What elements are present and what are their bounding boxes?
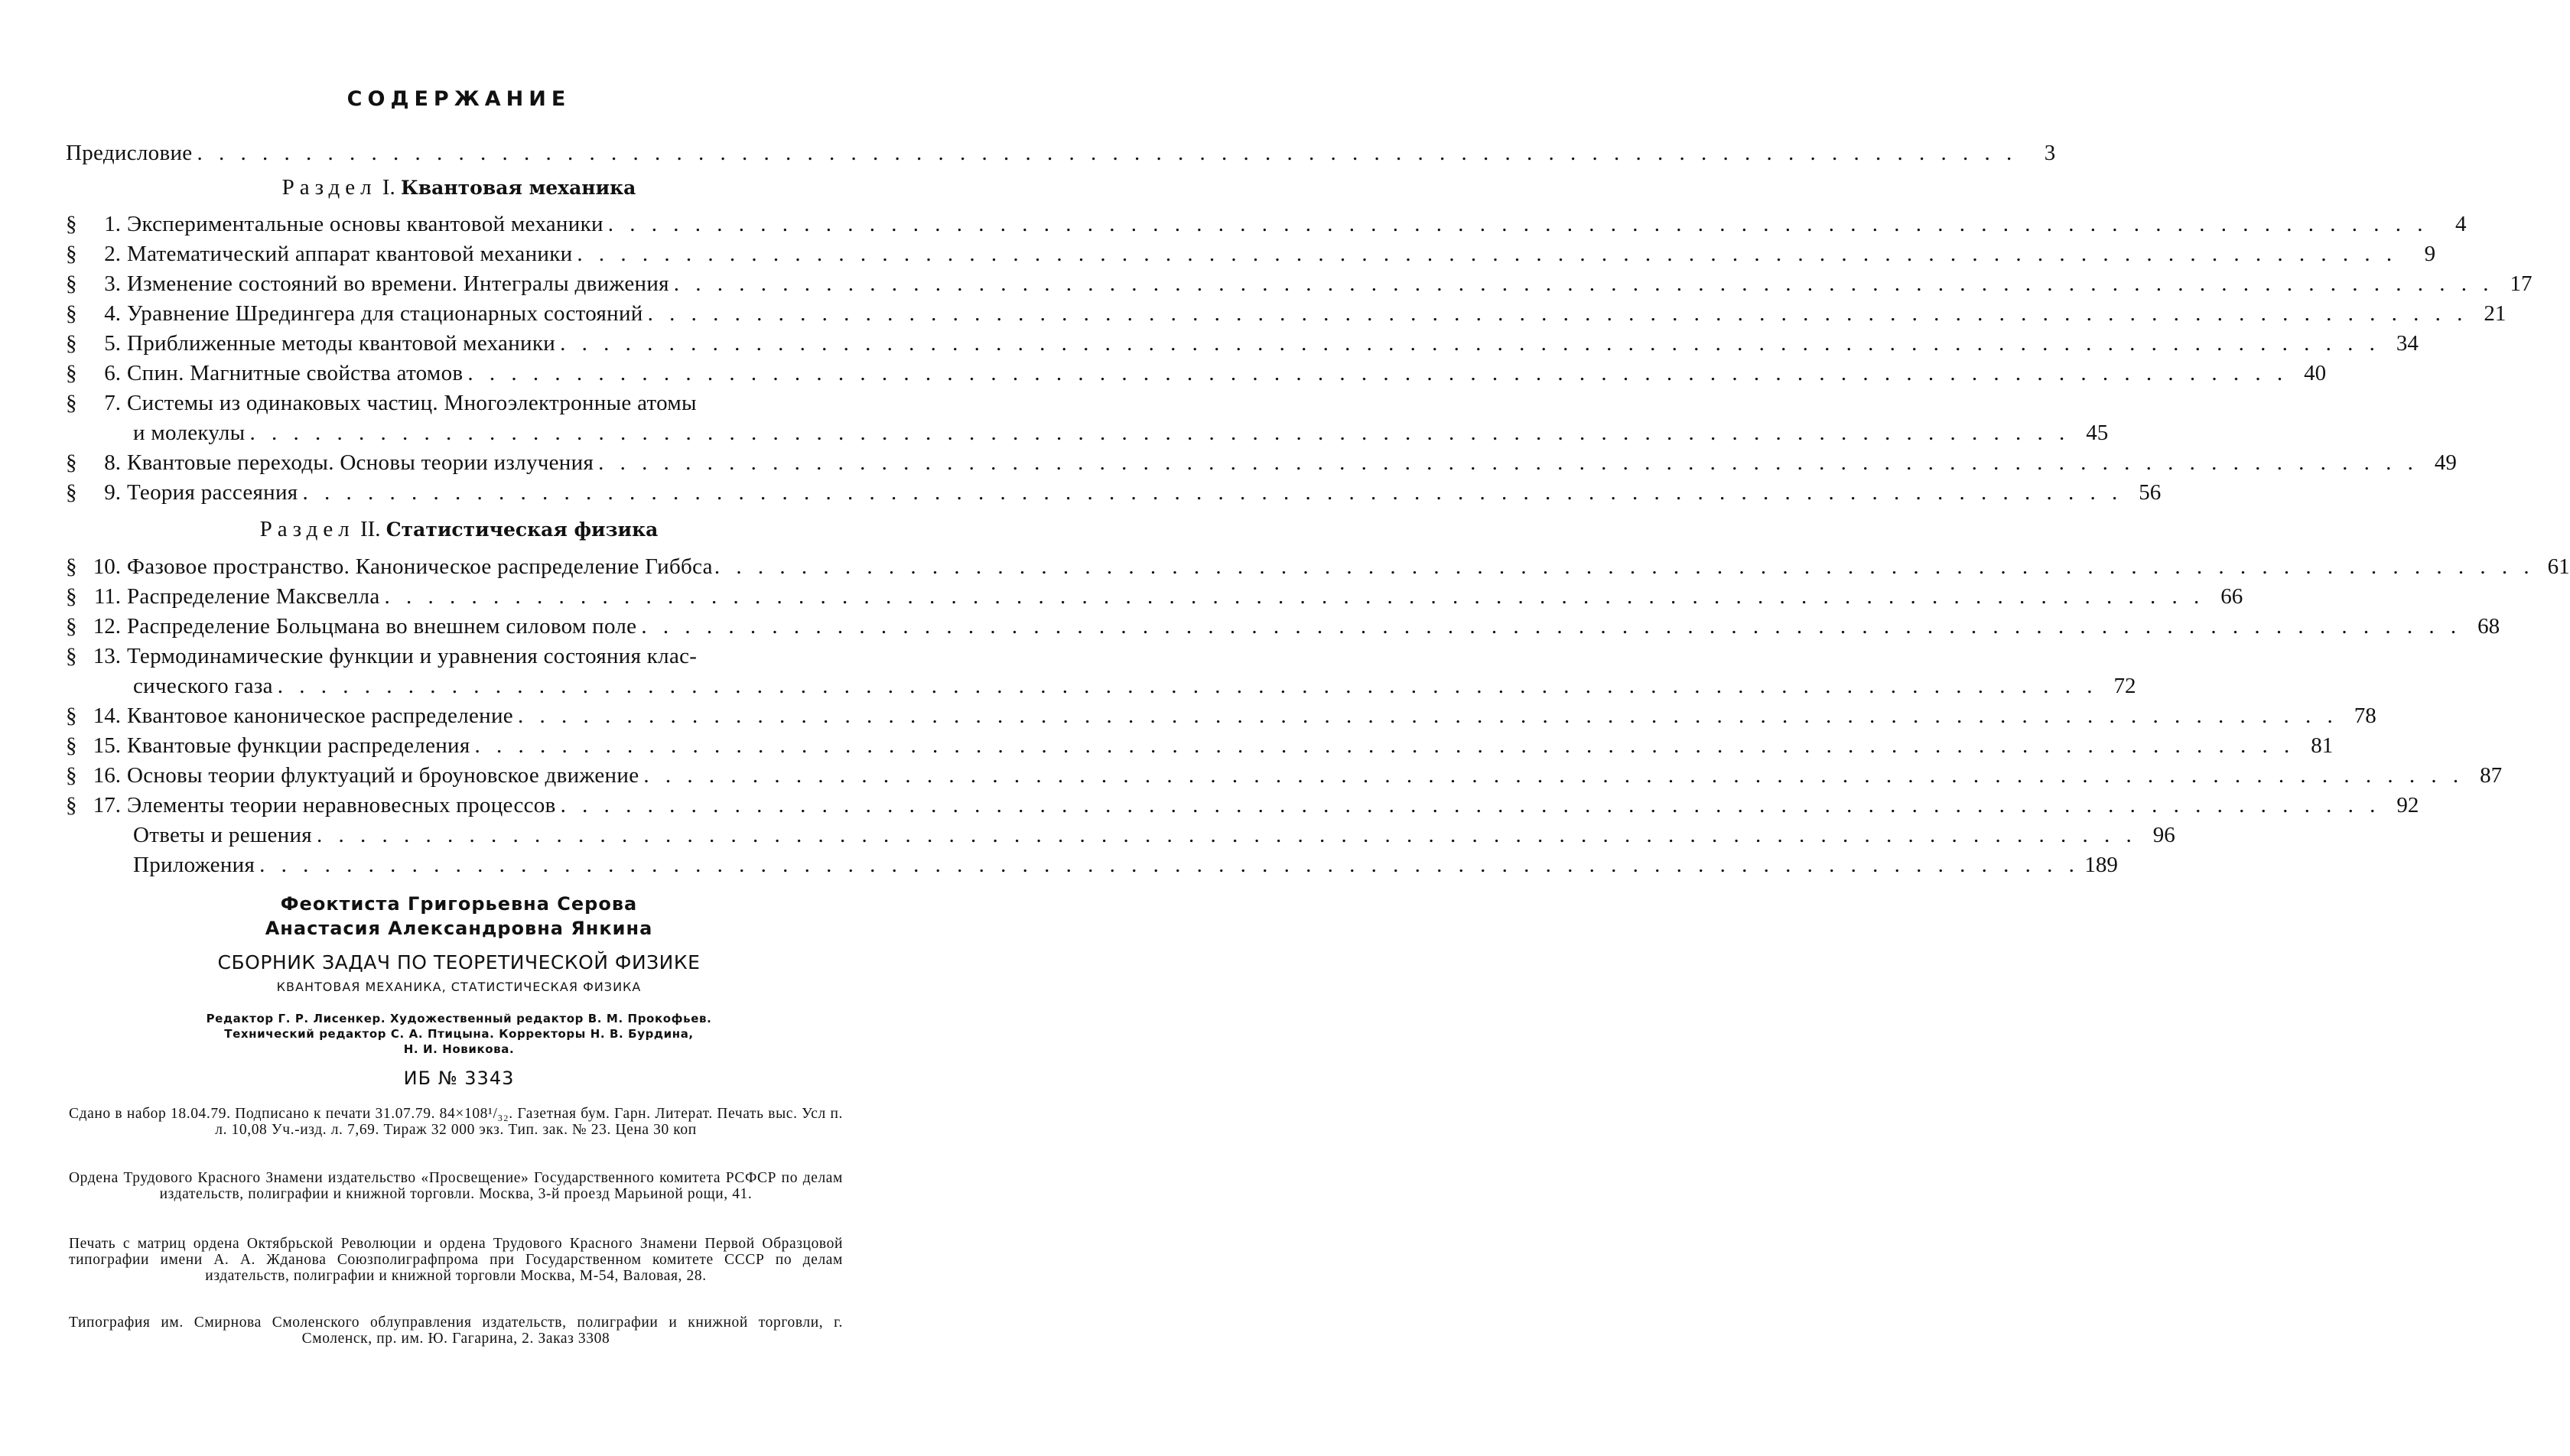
editors-line-3: Н. И. Новикова. <box>403 1042 515 1056</box>
book-subtitle: КВАНТОВАЯ МЕХАНИКА, СТАТИСТИЧЕСКАЯ ФИЗИКА <box>276 980 642 994</box>
toc-entry-15 <box>66 731 2334 760</box>
ib-number: ИБ № 3343 <box>403 1068 515 1089</box>
leader-dots <box>197 138 2017 167</box>
toc-entry-2 <box>66 239 2436 268</box>
leader-dots <box>259 850 2080 879</box>
leader-dots <box>577 239 2397 268</box>
toc-entry-title: Предисловие <box>66 141 193 165</box>
toc-entry-11 <box>66 582 2243 611</box>
toc-entry-page: 87 <box>2480 763 2503 788</box>
toc-entry-title: Изменение состояний во времени. Интегралы движения <box>127 271 669 296</box>
section-number: 12. <box>93 614 121 639</box>
section-symbol: § <box>66 212 77 236</box>
part-numeral: I. <box>382 175 395 200</box>
section-number: 15. <box>93 733 121 758</box>
toc-entry-title: Теория рассеяния <box>127 480 298 505</box>
leader-dots <box>714 552 2535 581</box>
section-number: 1. <box>104 212 121 236</box>
section-number: 5. <box>104 331 121 356</box>
toc-heading: СОДЕРЖАНИЕ <box>346 87 571 111</box>
toc-entry-16 <box>66 761 2503 790</box>
part-heading-1 <box>0 173 918 203</box>
leader-dots <box>560 329 2380 358</box>
toc-entry-page: 61 <box>2547 554 2570 579</box>
toc-entry-title: Распределение Максвелла <box>127 584 380 609</box>
imprint-paragraph-4: Типография им. Смирнова Смоленского облуправления издательств, полиграфии и книжной торговли, г. Смоленск, пр. им. Ю. Гагарина, 2. Заказ 3308 <box>69 1315 843 1347</box>
leader-dots <box>475 731 2295 760</box>
section-symbol: § <box>66 704 77 728</box>
toc-entry-page: 72 <box>2113 674 2136 698</box>
part-name: Статистическая физика <box>386 518 659 541</box>
toc-entry-3 <box>66 269 2533 298</box>
toc-entry-appendix <box>66 850 2118 879</box>
toc-entry-6 <box>66 359 2327 388</box>
section-symbol: § <box>66 554 77 579</box>
section-symbol: § <box>66 391 77 415</box>
leader-dots <box>561 791 2381 820</box>
toc-entry-page: 17 <box>2510 271 2533 296</box>
toc-entry-title: Спин. Магнитные свойства атомов <box>127 361 464 385</box>
toc-entry-title: Математический аппарат квантовой механики <box>127 242 573 266</box>
part-prefix: Раздел <box>281 175 377 200</box>
author-1: Феоктиста Григорьевна Серова <box>280 893 638 915</box>
section-symbol: § <box>66 361 77 385</box>
section-symbol: § <box>66 242 77 266</box>
toc-entry-7-continued <box>66 418 2109 447</box>
section-number: 7. <box>104 391 121 415</box>
toc-entry-page: 81 <box>2311 733 2334 758</box>
toc-entry-4 <box>66 299 2507 328</box>
leader-dots <box>467 359 2288 388</box>
toc-entry-page: 45 <box>2086 421 2109 445</box>
toc-entry-10 <box>66 552 2570 581</box>
toc-entry-answers <box>66 821 2175 850</box>
section-symbol: § <box>66 733 77 758</box>
section-symbol: § <box>66 480 77 505</box>
toc-entry-page: 40 <box>2304 361 2327 385</box>
section-symbol: § <box>66 584 77 609</box>
toc-entry-title: Квантовые функции распределения <box>127 733 470 758</box>
toc-entry-1 <box>66 210 2467 239</box>
toc-entry-page: 96 <box>2152 823 2175 847</box>
toc-entry-page: 189 <box>2084 853 2118 877</box>
toc-entry-page: 3 <box>2044 141 2056 165</box>
section-number: 16. <box>93 763 121 788</box>
toc-entry-9 <box>66 478 2162 507</box>
editors-line-1: Редактор Г. Р. Лисенкер. Художественный редактор В. М. Прокофьев. <box>206 1012 712 1025</box>
toc-entry-page: 92 <box>2396 793 2419 817</box>
section-symbol: § <box>66 450 77 475</box>
section-number: 6. <box>104 361 121 385</box>
part-name: Квантовая механика <box>401 177 636 199</box>
toc-entry-title: Основы теории флуктуаций и броуновское движение <box>127 763 639 788</box>
toc-entry-title-continued: сического газа <box>133 674 273 698</box>
section-number: 13. <box>93 644 121 668</box>
leader-dots <box>648 299 2468 328</box>
section-number: 14. <box>93 704 121 728</box>
leader-dots <box>317 821 2137 850</box>
toc-entry-title: Квантовое каноническое распределение <box>127 704 513 728</box>
toc-entry-5 <box>66 329 2419 358</box>
toc-entry-14 <box>66 701 2376 730</box>
section-number: 3. <box>104 271 121 296</box>
section-number: 17. <box>93 793 121 817</box>
leader-dots <box>278 671 2098 700</box>
toc-entry-title: Приложения <box>133 853 255 877</box>
section-number: 9. <box>104 480 121 505</box>
section-number: 2. <box>104 242 121 266</box>
author-2: Анастасия Александровна Янкина <box>265 918 653 939</box>
part-heading-2 <box>0 515 918 544</box>
toc-entry-title: Элементы теории неравновесных процессов <box>127 793 556 817</box>
toc-entry-title: Экспериментальные основы квантовой механики <box>127 212 603 236</box>
section-number: 10. <box>93 554 121 579</box>
toc-entry-page: 9 <box>2424 242 2436 266</box>
toc-entry-title: Приближенные методы квантовой механики <box>127 331 556 356</box>
part-prefix: Раздел <box>259 517 355 541</box>
section-symbol: § <box>66 331 77 356</box>
toc-entry-title: Фазовое пространство. Каноническое распределение Гиббса <box>127 554 713 579</box>
leader-dots <box>641 612 2461 641</box>
toc-entry-title: Термодинамические функции и уравнения состояния клас- <box>127 644 698 668</box>
section-symbol: § <box>66 763 77 788</box>
leader-dots <box>385 582 2205 611</box>
section-symbol: § <box>66 644 77 668</box>
leader-dots <box>302 478 2123 507</box>
toc-entry-page: 4 <box>2455 212 2467 236</box>
leader-dots <box>249 418 2070 447</box>
book-title: СБОРНИК ЗАДАЧ ПО ТЕОРЕТИЧЕСКОЙ ФИЗИКЕ <box>217 951 701 973</box>
section-symbol: § <box>66 271 77 296</box>
toc-entry-page: 66 <box>2220 584 2243 609</box>
leader-dots <box>518 701 2338 730</box>
part-numeral: II. <box>359 517 381 541</box>
toc-entry-12 <box>66 612 2500 641</box>
toc-entry-7 <box>66 388 847 418</box>
leader-dots <box>608 210 2428 239</box>
section-symbol: § <box>66 614 77 639</box>
toc-entry-13 <box>66 642 847 671</box>
toc-entry-title: Квантовые переходы. Основы теории излучения <box>127 450 594 475</box>
section-number: 4. <box>104 301 121 326</box>
leader-dots <box>674 269 2494 298</box>
toc-entry-title-continued: и молекулы <box>133 421 246 445</box>
section-symbol: § <box>66 793 77 817</box>
section-symbol: § <box>66 301 77 326</box>
leader-dots <box>598 448 2419 477</box>
imprint-paragraph-3: Печать с матриц ордена Октябрьской Революции и ордена Трудового Красного Знамени Первой Образцовой типографии имени А. А. Жданова Союзполиграфпрома при Государственном комитете СССР по делам издательств, полиграфии и книжной торговли Москва, М-54, Валовая, 28. <box>69 1236 843 1284</box>
section-number: 11. <box>93 584 121 609</box>
toc-entry-8 <box>66 448 2457 477</box>
toc-entry-title: Уравнение Шредингера для стационарных состояний <box>127 301 643 326</box>
section-number: 8. <box>104 450 121 475</box>
imprint-paragraph-2: Ордена Трудового Красного Знамени издательство «Просвещение» Государственного комитета РСФСР по делам издательств, полиграфии и книжной торговли. Москва, 3-й проезд Марьиной рощи, 41. <box>69 1170 843 1202</box>
toc-entry-title: Системы из одинаковых частиц. Многоэлектронные атомы <box>127 391 697 415</box>
toc-entry-page: 21 <box>2484 301 2507 326</box>
toc-entry-page: 56 <box>2139 480 2162 505</box>
toc-entry-page: 49 <box>2434 450 2457 475</box>
leader-dots <box>643 761 2464 790</box>
imprint-paragraph-1: Сдано в набор 18.04.79. Подписано к печати 31.07.79. 84×108¹/₃₂. Газетная бум. Гарн. Литерат. Печать выс. Усл п. л. 10,08 Уч.-изд. л. 7,69. Тираж 32 000 экз. Тип. зак. № 23. Цена 30 коп <box>69 1106 843 1138</box>
toc-entry-preface <box>66 138 2056 167</box>
toc-entry-title: Распределение Больцмана во внешнем силовом поле <box>127 614 637 639</box>
toc-entry-17 <box>66 791 2419 820</box>
toc-entry-page: 68 <box>2477 614 2500 639</box>
toc-entry-page: 34 <box>2396 331 2419 356</box>
editors-line-2: Технический редактор С. А. Птицына. Корректоры Н. В. Бурдина, <box>224 1027 694 1041</box>
toc-entry-page: 78 <box>2354 704 2376 728</box>
toc-entry-title: Ответы и решения <box>133 823 312 847</box>
toc-entry-13-continued <box>66 671 2136 700</box>
